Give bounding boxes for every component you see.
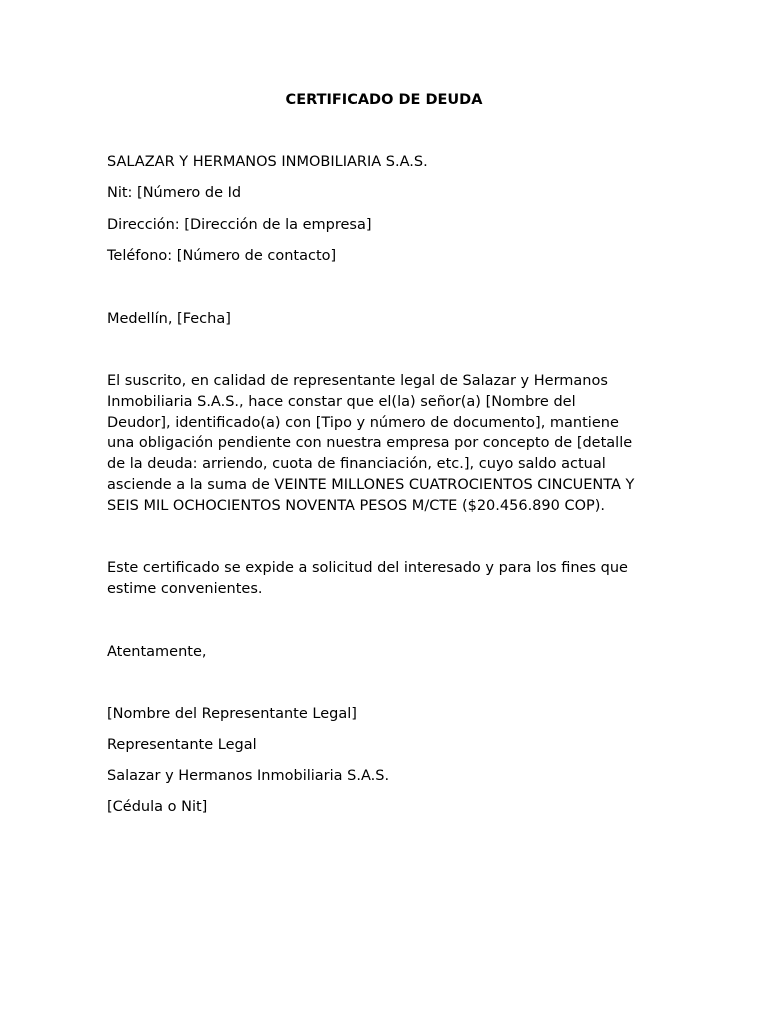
paragraph-line: SEIS MIL OCHOCIENTOS NOVENTA PESOS M/CTE ($20.456.890 COP).: [107, 497, 606, 514]
purpose-paragraph: [107, 558, 667, 600]
paragraph-line: de la deuda: arriendo, cuota de financiación, etc.], cuyo saldo actual: [107, 456, 606, 473]
signatory-id: [Cédula o Nit]: [107, 799, 208, 815]
certification-paragraph: [107, 371, 667, 517]
closing-salutation: Atentamente,: [107, 644, 207, 660]
paragraph-line: Deudor], identificado(a) con [Tipo y número de documento], mantiene: [107, 414, 619, 431]
paragraph-line: asciende a la suma de VEINTE MILLONES CUATROCIENTOS CINCUENTA Y: [107, 476, 635, 493]
paragraph-line: una obligación pendiente con nuestra empresa por concepto de [detalle: [107, 435, 633, 452]
company-nit: Nit: [Número de Id: [107, 185, 242, 201]
document-title: CERTIFICADO DE DEUDA: [285, 92, 483, 108]
paragraph-line: Este certificado se expide a solicitud del interesado y para los fines que: [107, 560, 628, 576]
signatory-name: [Nombre del Representante Legal]: [107, 706, 357, 722]
company-phone: Teléfono: [Número de contacto]: [107, 248, 337, 264]
paragraph-line: El suscrito, en calidad de representante legal de Salazar y Hermanos: [107, 373, 608, 389]
place-date: Medellín, [Fecha]: [107, 311, 231, 327]
signatory-role: Representante Legal: [107, 737, 257, 753]
company-address: Dirección: [Dirección de la empresa]: [107, 217, 372, 233]
paragraph-line: Inmobiliaria S.A.S., hace constar que el(la) señor(a) [Nombre del: [107, 393, 576, 410]
paragraph-line: estime convenientes.: [107, 580, 263, 597]
company-name: SALAZAR Y HERMANOS INMOBILIARIA S.A.S.: [107, 154, 428, 170]
signatory-company: Salazar y Hermanos Inmobiliaria S.A.S.: [107, 768, 390, 784]
